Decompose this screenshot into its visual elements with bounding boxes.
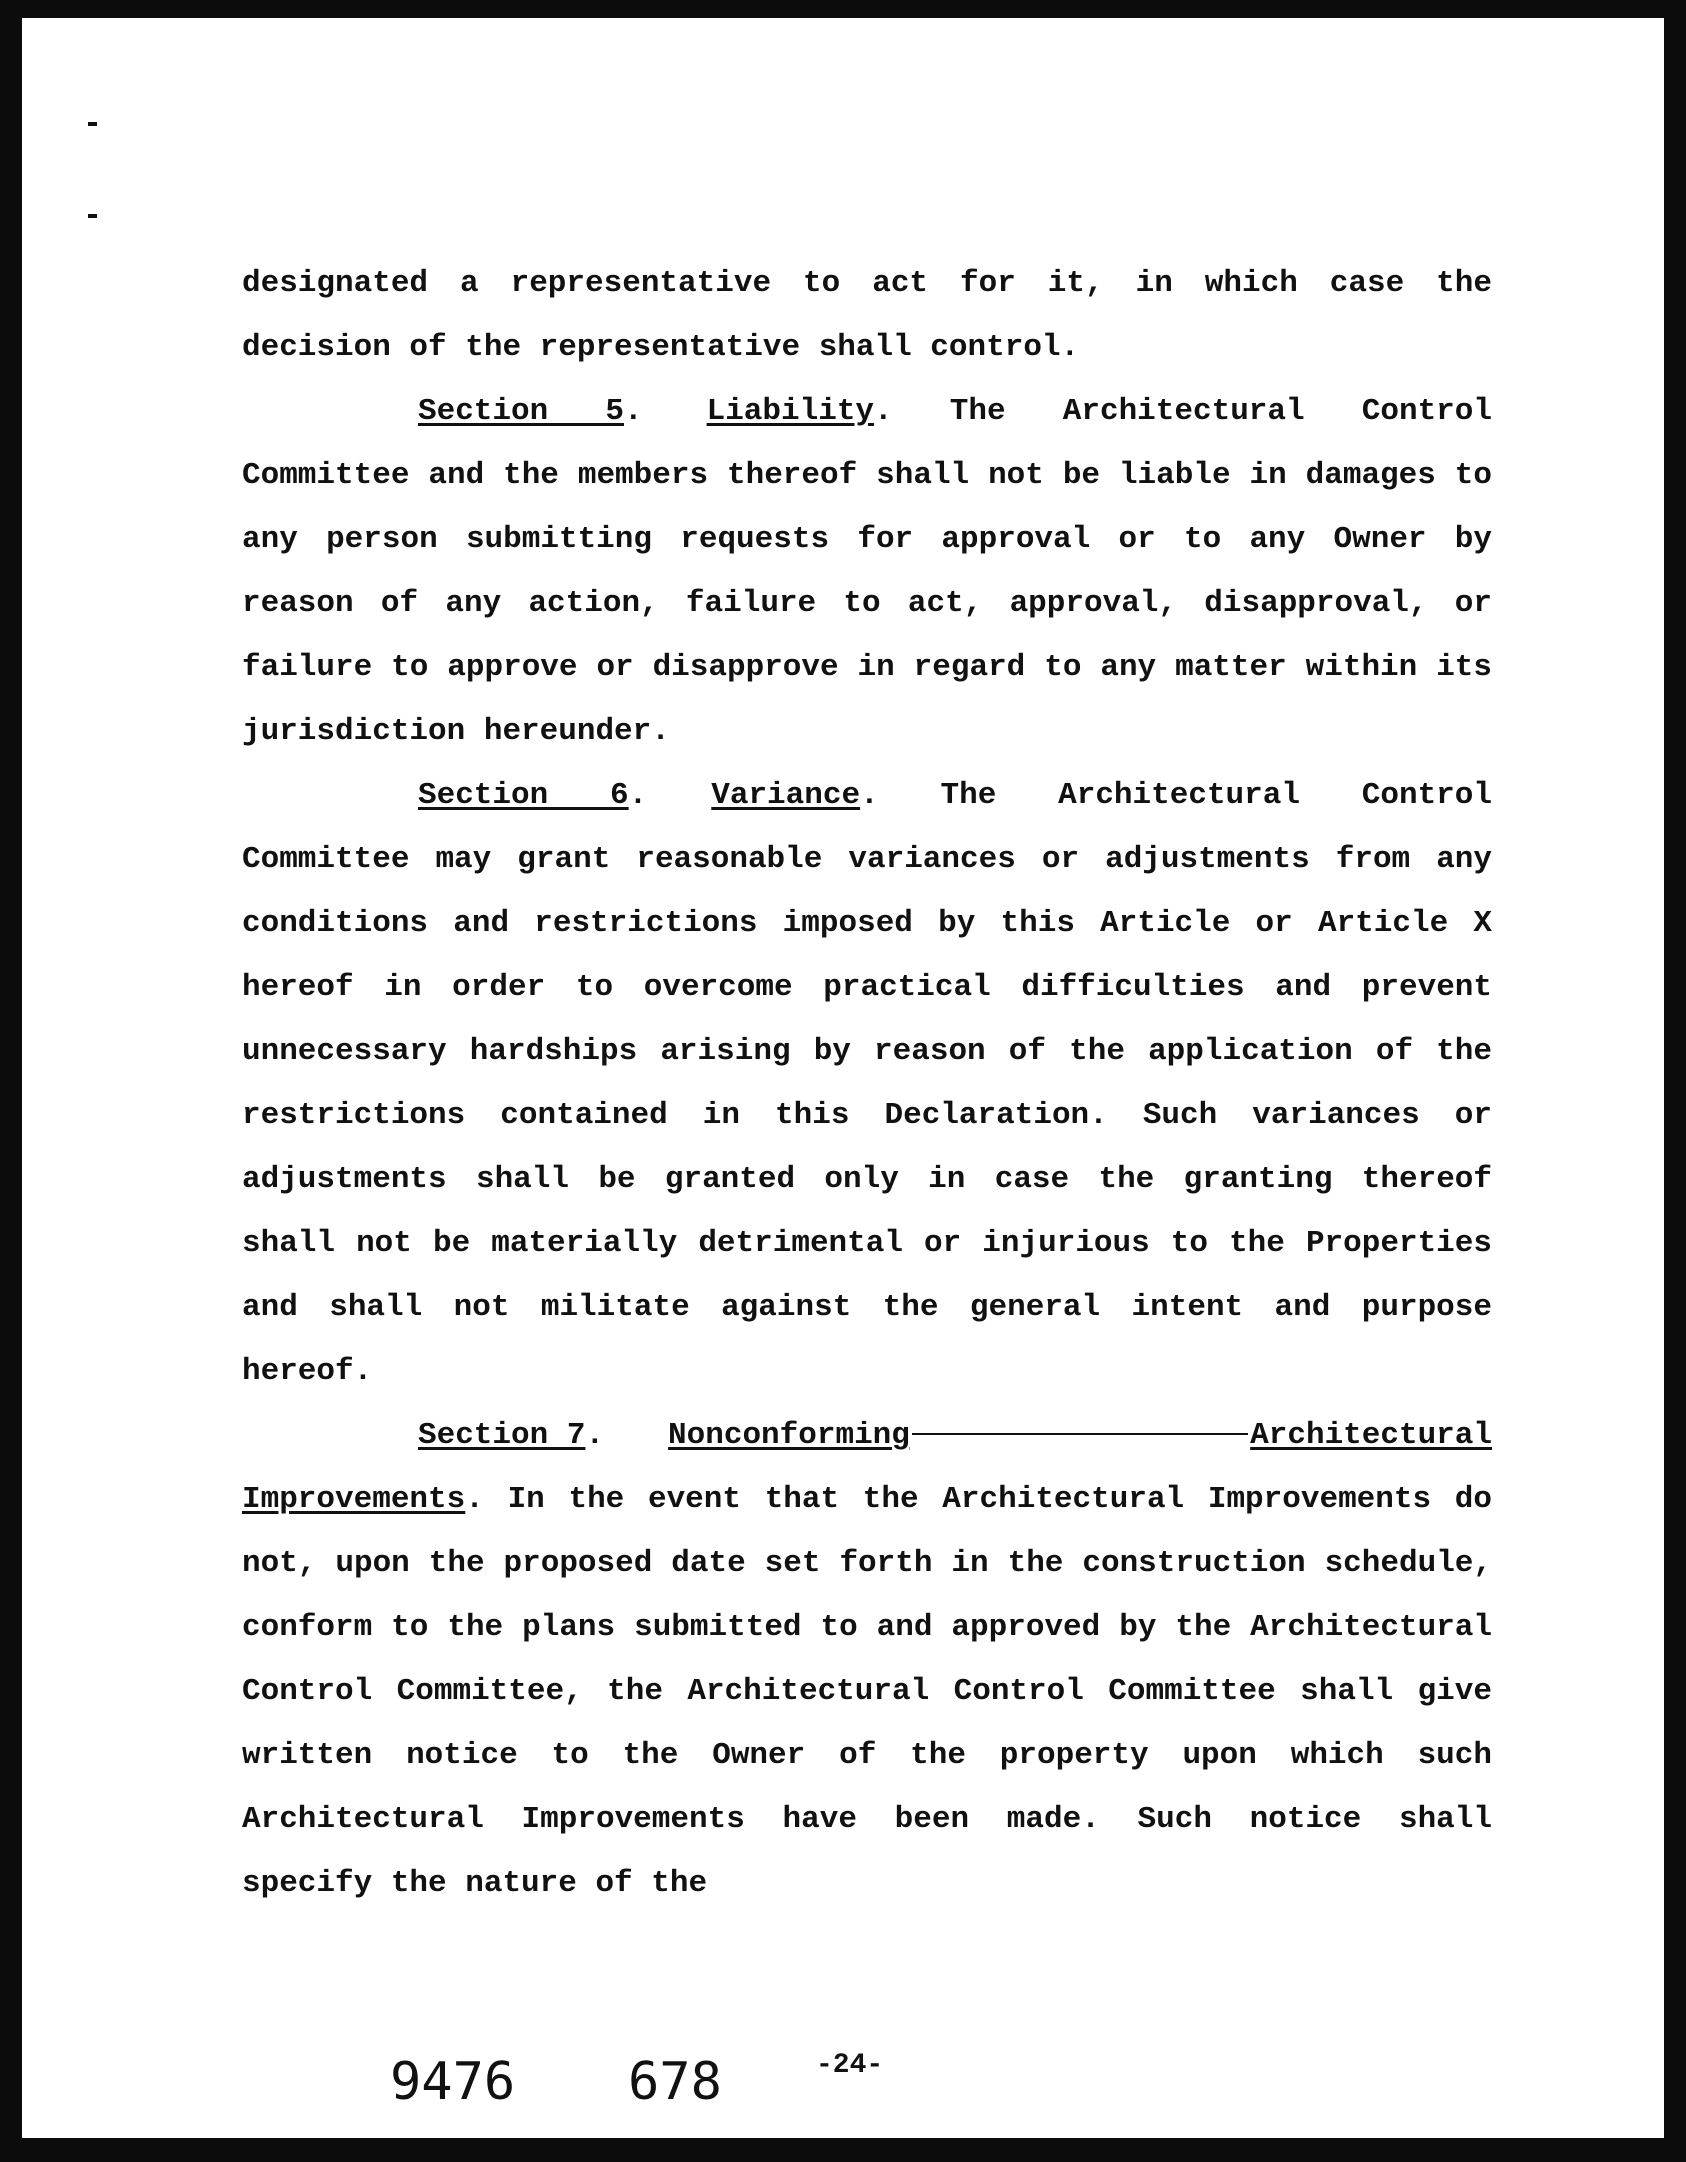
paragraph-continued: designated a representative to act for it, in which case the decision of the representative shall control. bbox=[242, 266, 1492, 365]
section-5-body: The Architectural Control Committee and the members thereof shall not be liable in damages to any person submitting requests for approval or to any Owner by reason of any action, failure to act, approval, disapproval, or failure to approve or disapprove in regard to any matter within its jurisdiction hereunder. bbox=[242, 394, 1492, 749]
section-7-body-text: In the event that the Architectural Improvements do not, upon the proposed date set forth in the construction schedule, conform to the plans submitted to and approved by the Architectural Control Committee, the Architectural Control Committee shall give written notice to the Owner of the property upon which such Architectural Improvements have been made. Such notice shall specify the nature of the bbox=[242, 1482, 1492, 1901]
page-stamp: 678 bbox=[628, 2052, 722, 2112]
section-5-heading: Liability bbox=[706, 394, 875, 429]
section-5-label: Section 5 bbox=[418, 394, 624, 429]
section-5: Section 5. Liability. The Architectural Control Committee and the members thereof shall not be liable in damages to any person submitting requests for approval or to any Owner by reason of any action, failure to act, approval, disapproval, or failure to approve or disapprove in regard to any matter within its jurisdiction hereunder. bbox=[242, 394, 1492, 749]
section-7-heading-part2: Architectural bbox=[1250, 1418, 1492, 1453]
margin-mark bbox=[88, 122, 97, 126]
document-body bbox=[242, 252, 1492, 1916]
section-7-heading-part1: Nonconforming bbox=[668, 1418, 910, 1453]
section-6-heading: Variance bbox=[711, 778, 861, 813]
section-7-heading-part3: Improvements bbox=[242, 1482, 466, 1517]
section-7-label: Section 7 bbox=[418, 1418, 586, 1453]
section-7-body: Improvements. In the event that the Architectural Improvements do not, upon the proposed date set forth in the construction schedule, conform to the plans submitted to and approved by the Architectural Control Committee, the Architectural Control Committee shall give written notice to the Owner of the property upon which such Architectural Improvements have been made. Such notice shall specify the nature of the bbox=[242, 1482, 1492, 1901]
margin-mark bbox=[88, 214, 97, 218]
book-number-stamp: 9476 bbox=[390, 2052, 516, 2112]
section-6: Section 6. Variance. The Architectural Control Committee may grant reasonable variances or adjustments from any conditions and restrictions imposed by this Article or Article X hereof in order to overcome practical difficulties and prevent unnecessary hardships arising by reason of the application of the restrictions contained in this Declaration. Such variances or adjustments shall be granted only in case the granting thereof shall not be materially detrimental or injurious to the Properties and shall not militate against the general intent and purpose hereof. bbox=[242, 778, 1492, 1389]
section-6-label: Section 6 bbox=[418, 778, 629, 813]
page-number: -24- bbox=[816, 2050, 884, 2081]
heading-underline-fill bbox=[912, 1433, 1248, 1435]
section-7-heading-line: Section 7 . Nonconforming Architectural bbox=[418, 1404, 1492, 1468]
section-6-body: The Architectural Control Committee may grant reasonable variances or adjustments from any conditions and restrictions imposed by this Article or Article X hereof in order to overcome practical difficulties and prevent unnecessary hardships arising by reason of the application of the restrictions contained in this Declaration. Such variances or adjustments shall be granted only in case the granting thereof shall not be materially detrimental or injurious to the Properties and shall not militate against the general intent and purpose hereof. bbox=[242, 778, 1492, 1389]
